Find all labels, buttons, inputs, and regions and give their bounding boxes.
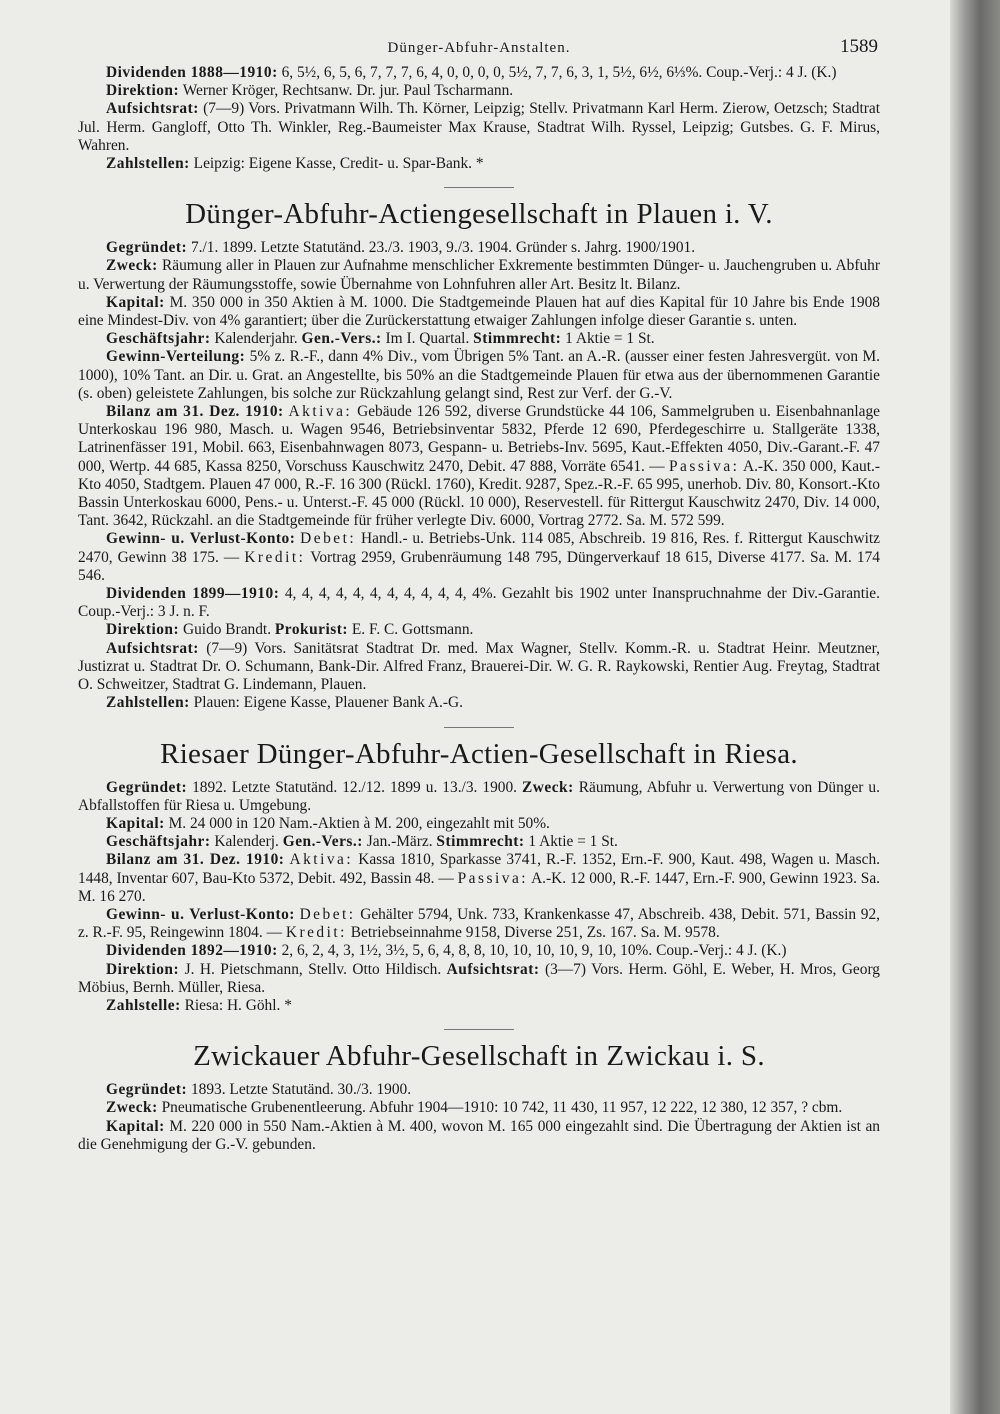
debit-text: Gehälter 5794, Unk. 733, Krankenkasse 47, Abschreib. 438, Debit. 571, Bassin 92, z. R.-F. 95, Reingewinn 1804. — xyxy=(78,905,880,942)
credit-text: Vortrag 2959, Grubenräumung 148 795, Düngerverkauf 18 615, Diverse 4177. Sa. M. 174 546. xyxy=(78,548,880,584)
section-divider xyxy=(444,1029,514,1030)
purpose-text: Pneumatische Grubenentleerung. Abfuhr 1904—1910: 10 742, 11 430, 11 957, 12 222, 12 380, 12 357, ? cbm. xyxy=(161,1099,843,1117)
dividends-paragraph xyxy=(78,585,880,621)
capital-label: Kapital: xyxy=(106,293,165,311)
business-year-text: Kalenderjahr. xyxy=(214,330,298,348)
assets-text: Gebäude 126 592, diverse Grundstücke 44 106, Sammelgruben u. Eisenbahnanlage Unterkoskau 196 980, Masch. u. Wagen 9546, Betriebsinventar 5832, Pferde 12 690, Pferdegeschirre u. Stallgeräte 1338, Latrinenfässer 191, Mobil. 663, Eisenbahnwagen 8073, Gespann- u. Betriebs-Inv. 5695, Kaut.-Effekten 4050, Div.-Garant.-F. 47 000, Wertp. 44 685, Kassa 8250, Vorschuss Kauschwitz 2470, Debit. 47 888, Vorräte 6541. — xyxy=(78,403,880,475)
founded-label: Gegründet: xyxy=(106,778,188,796)
entry-heading-city: Zwickau i. S. xyxy=(606,1040,765,1073)
profit-loss-paragraph xyxy=(78,906,880,942)
section-divider xyxy=(444,727,514,728)
voting-right-label: Stimmrecht: xyxy=(436,833,525,851)
capital-paragraph xyxy=(78,815,880,833)
founded-text: 1892. Letzte Statutänd. 12./12. 1899 u. 13./3. 1900. xyxy=(192,778,517,796)
paying-agents-label: Zahlstellen: xyxy=(106,694,190,712)
business-year-paragraph xyxy=(78,833,880,851)
capital-text: M. 220 000 in 550 Nam.-Aktien à M. 400, wovon M. 165 000 eingezahlt sind. Die Übertragung der Aktien ist an die Genehmigung der G.-V. gebunden. xyxy=(78,1117,880,1153)
purpose-text: Räumung, Abfuhr u. Verwertung von Dünger u. Abfallstoffen für Riesa u. Umgebung. xyxy=(78,778,880,814)
general-meeting-text: Jan.-März. xyxy=(366,833,433,851)
entry-heading xyxy=(78,738,880,771)
purpose-label: Zweck: xyxy=(106,257,158,275)
liabilities-text: A.-K. 350 000, Kaut.-Kto 4050, Stadtgem. Plauen 47 000, R.-F. 16 300 (Rückl. 1760), Kredit. 9287, Spez.-R.-F. 65 995, unerhob. Div. 80, Konsort.-Kto Bassin Unterkoskau 6000, Pens.- u. Unterst.-F. 45 000 (Rückl. 10 000), Reservestell. für Rittergut Kauschwitz 2470, Div. 14 000, Tant. 3642, Rückzahl. an die Stadtgemeinde für früher verlegte Div. 6000, Vortrag 2772. Sa. M. 572 599. xyxy=(78,457,880,530)
debit-text: Handl.- u. Betriebs-Unk. 114 085, Abschreib. 19 816, Res. f. Rittergut Kauschwitz 2470, Gewinn 38 175. — xyxy=(78,530,880,566)
management-paragraph xyxy=(78,961,880,997)
book-binding-shadow xyxy=(950,0,1000,1414)
running-header xyxy=(78,34,880,64)
credit-word: Kredit: xyxy=(244,548,306,566)
entry-heading-title: Zwickauer Abfuhr-Gesellschaft in xyxy=(193,1040,599,1073)
balance-sheet-paragraph xyxy=(78,403,880,530)
paying-agents-text: Leipzig: Eigene Kasse, Credit- u. Spar-Bank. * xyxy=(193,155,484,173)
supervisory-label: Aufsichtsrat: xyxy=(106,100,199,118)
general-meeting-text: Im I. Quartal. xyxy=(385,330,470,348)
capital-paragraph xyxy=(78,294,880,330)
dividends-text: 6, 5½, 6, 5, 6, 7, 7, 7, 6, 4, 0, 0, 0, 0, 5½, 7, 7, 6, 3, 1, 5½, 6½, 6⅓%. Coup.-Verj.: 4 J. (K.) xyxy=(281,64,837,81)
management-label: Direktion: xyxy=(106,960,180,978)
debit-word: Debet: xyxy=(299,905,356,923)
assets-word: Aktiva: xyxy=(288,403,353,421)
capital-text: M. 24 000 in 120 Nam.-Aktien à M. 200, eingezahlt mit 50%. xyxy=(168,814,550,832)
paying-agents-text: Riesa: H. Göhl. * xyxy=(184,996,292,1014)
debit-word: Debet: xyxy=(300,530,357,548)
business-year-paragraph xyxy=(78,330,880,348)
supervisory-label: Aufsichtsrat: xyxy=(446,960,540,978)
dividends-label: Dividenden 1892—1910: xyxy=(106,942,278,960)
paying-agents-paragraph xyxy=(78,997,880,1015)
entry-continuation xyxy=(78,64,880,173)
business-year-text: Kalenderj. xyxy=(214,833,279,851)
authorized-officer-label: Prokurist: xyxy=(274,621,349,639)
business-year-label: Geschäftsjahr: xyxy=(106,833,211,851)
entry-heading xyxy=(78,198,880,231)
founded-text: 7./1. 1899. Letzte Statutänd. 23./3. 1903, 9./3. 1904. Gründer s. Jahrg. 1900/1901. xyxy=(190,239,696,257)
liabilities-word: Passiva: xyxy=(457,869,529,887)
founded-label: Gegründet: xyxy=(106,1081,188,1099)
purpose-text: Räumung aller in Plauen zur Aufnahme menschlicher Exkremente bestimmten Dünger- u. Jauchengruben u. Abfuhr u. Verwertung der Räumungsstoffe, sowie Übernahme von Lohnfuhren aller Art. Besitz lt. Bilanz. xyxy=(78,257,880,293)
dividends-paragraph xyxy=(78,64,880,82)
page-content xyxy=(78,34,880,1154)
voting-right-label: Stimmrecht: xyxy=(473,330,562,348)
entry-riesa xyxy=(78,738,880,1016)
page-number: 1589 xyxy=(840,36,878,57)
dividends-text: 4, 4, 4, 4, 4, 4, 4, 4, 4, 4, 4, 4%. Gezahlt bis 1902 unter Inanspruchnahme der Div.-Garantie. Coup.-Verj.: 3 J. n. F. xyxy=(78,585,880,621)
supervisory-label: Aufsichtsrat: xyxy=(106,639,199,657)
founded-label: Gegründet: xyxy=(106,239,188,257)
credit-text: Betriebseinnahme 9158, Diverse 251, Zs. 167. Sa. M. 9578. xyxy=(350,924,720,942)
supervisory-paragraph xyxy=(78,100,880,155)
management-paragraph xyxy=(78,621,880,639)
entry-plauen xyxy=(78,198,880,712)
profit-loss-paragraph xyxy=(78,530,880,585)
board-label: Direktion: xyxy=(106,82,180,100)
purpose-label: Zweck: xyxy=(522,778,574,796)
credit-word: Kredit: xyxy=(285,924,347,942)
entry-heading-title: Riesaer Dünger-Abfuhr-Actien-Gesellschaft in xyxy=(160,737,717,770)
entry-heading-title: Dünger-Abfuhr-Actiengesellschaft in xyxy=(185,198,629,231)
balance-sheet-label: Bilanz am 31. Dez. 1910: xyxy=(106,851,285,869)
entry-heading xyxy=(78,1040,880,1073)
supervisory-text: (7—9) Vors. Sanitätsrat Stadtrat Dr. med. Max Wagner, Stellv. Komm.-R. u. Stadtrat Heinr. Meutzner, Justizrat u. Stadtrat Dr. O. Schumann, Bank-Dir. Alfred Franz, Brauerei-Dir. W. G. R. Raykowski, Rentier Aug. Freytag, Stadtrat O. Schweitzer, Stadtrat G. Lindemann, Plauen. xyxy=(78,639,880,694)
management-text: J. H. Pietschmann, Stellv. Otto Hildisch. xyxy=(184,960,442,978)
liabilities-word: Passiva: xyxy=(669,457,740,475)
profit-distribution-label: Gewinn-Verteilung: xyxy=(106,348,246,366)
dividends-paragraph xyxy=(78,942,880,960)
dividends-label: Dividenden 1888—1910: xyxy=(106,64,278,81)
capital-paragraph xyxy=(78,1118,880,1154)
general-meeting-label: Gen.-Vers.: xyxy=(301,330,382,348)
supervisory-text: (3—7) Vors. Herm. Göhl, E. Weber, H. Mros, Georg Möbius, Bernh. Müller, Riesa. xyxy=(78,960,881,996)
management-label: Direktion: xyxy=(106,621,180,639)
voting-right-text: 1 Aktie = 1 St. xyxy=(528,833,618,851)
purpose-paragraph xyxy=(78,257,880,293)
board-paragraph xyxy=(78,82,880,100)
board-text: Werner Kröger, Rechtsanw. Dr. jur. Paul Tscharmann. xyxy=(182,82,514,100)
founded-paragraph xyxy=(78,779,880,815)
authorized-officer-text: E. F. C. Gottsmann. xyxy=(351,621,474,639)
supervisory-text: (7—9) Vors. Privatmann Wilh. Th. Körner, Leipzig; Stellv. Privatmann Karl Herm. Zierow, Oetzsch; Stadtrat Jul. Herm. Gangloff, Otto Th. Winkler, Reg.-Baumeister Max Krause, Stadtrat Wilh. Ryssel, Leipzig; Gutsbes. G. F. Mirus, Wahren. xyxy=(78,100,880,154)
paying-agents-label: Zahlstellen: xyxy=(106,155,190,173)
purpose-paragraph xyxy=(78,1099,880,1117)
running-title: Dünger-Abfuhr-Anstalten. xyxy=(387,40,571,56)
general-meeting-label: Gen.-Vers.: xyxy=(282,833,363,851)
assets-text: Kassa 1810, Sparkasse 3741, R.-F. 1352, Ern.-F. 900, Kaut. 498, Wagen u. Masch. 1448, Inventar 607, Bau-Kto 5372, Debit. 492, Bassin 48. — xyxy=(78,851,880,887)
liabilities-text: A.-K. 12 000, R.-F. 1447, Ern.-F. 900, Gewinn 1923. Sa. M. 16 270. xyxy=(78,869,881,905)
profit-distribution-paragraph xyxy=(78,348,880,403)
management-text: Guido Brandt. xyxy=(182,621,272,639)
balance-sheet-label: Bilanz am 31. Dez. 1910: xyxy=(106,403,284,421)
business-year-label: Geschäftsjahr: xyxy=(106,330,211,348)
assets-word: Aktiva: xyxy=(289,851,354,869)
profit-distribution-text: 5% z. R.-F., dann 4% Div., vom Übrigen 5% Tant. an A.-R. (ausser einer festen Jahresvergüt. von M. 1000), 10% Tant. an Dir. u. Grat. an Angestellte, bis 50% an die Stadtgemeinde Plauen für etwa aus der übernommenen Garantie (s. oben) geleistete Zahlungen, bis solche zur Rückzahlung gelangt sind, Rest zur Verf. der G.-V. xyxy=(78,348,880,402)
founded-text: 1893. Letzte Statutänd. 30./3. 1900. xyxy=(190,1081,412,1099)
dividends-text: 2, 6, 2, 4, 3, 1½, 3½, 5, 6, 4, 8, 8, 10, 10, 10, 10, 9, 10, 10%. Coup.-Verj.: 4 J. (K.) xyxy=(281,942,787,960)
profit-loss-label: Gewinn- u. Verlust-Konto: xyxy=(106,905,295,923)
paying-agents-paragraph xyxy=(78,155,880,173)
balance-sheet-paragraph xyxy=(78,851,880,906)
dividends-label: Dividenden 1899—1910: xyxy=(106,585,280,603)
capital-label: Kapital: xyxy=(106,1117,165,1135)
capital-label: Kapital: xyxy=(106,814,165,832)
purpose-label: Zweck: xyxy=(106,1099,158,1117)
supervisory-paragraph xyxy=(78,640,880,695)
entry-heading-city: Riesa. xyxy=(724,737,798,770)
entry-heading-city: Plauen i. V. xyxy=(636,198,773,231)
capital-text: M. 350 000 in 350 Aktien à M. 1000. Die Stadtgemeinde Plauen hat auf dies Kapital für 10 Jahre bis Ende 1908 eine Mindest-Div. von 4% garantiert; über die Zurückerstattung etwaiger Zahlungen infolge dieser Garantie s. unten. xyxy=(78,293,880,330)
section-divider xyxy=(444,187,514,188)
founded-paragraph xyxy=(78,1081,880,1099)
voting-right-text: 1 Aktie = 1 St. xyxy=(565,330,655,348)
founded-paragraph xyxy=(78,239,880,257)
paying-agents-text: Plauen: Eigene Kasse, Plauener Bank A.-G. xyxy=(193,694,463,712)
profit-loss-label: Gewinn- u. Verlust-Konto: xyxy=(106,530,296,548)
entry-zwickau xyxy=(78,1040,880,1154)
paying-agents-label: Zahlstelle: xyxy=(106,996,181,1014)
paying-agents-paragraph xyxy=(78,694,880,712)
